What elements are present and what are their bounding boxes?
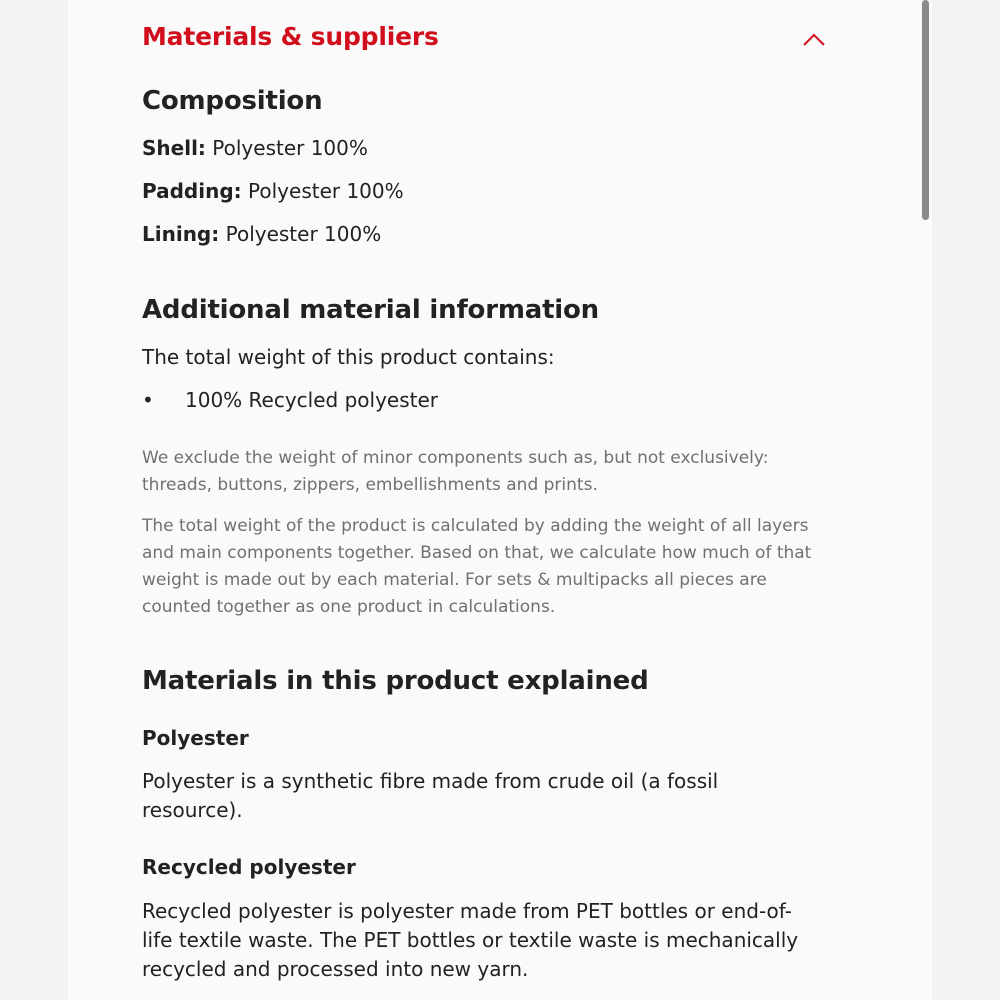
additional-info-heading: Additional material information xyxy=(142,295,599,325)
composition-value: Polyester 100% xyxy=(248,179,404,203)
bullet-icon: • xyxy=(142,388,154,412)
composition-label: Padding: xyxy=(142,179,242,203)
composition-heading: Composition xyxy=(142,86,323,116)
composition-value: Polyester 100% xyxy=(225,222,382,246)
composition-value: Polyester 100% xyxy=(212,136,368,160)
weight-calculation-note: The total weight of the product is calculated by adding the weight of all layers and main components together. Based on that, we calculate how much of that weight is made out by each material. For sets & multipacks all pieces are counted together as one product in calculations. xyxy=(142,516,812,617)
composition-row-padding xyxy=(142,179,404,203)
materials-suppliers-accordion-header[interactable] xyxy=(142,22,832,62)
chevron-up-icon[interactable] xyxy=(802,28,826,52)
composition-label: Shell: xyxy=(142,136,206,160)
material-name-polyester: Polyester xyxy=(142,726,249,750)
bullet-text: 100% Recycled polyester xyxy=(185,388,438,412)
additional-info-intro: The total weight of this product contains: xyxy=(142,345,555,369)
scrollbar-thumb[interactable] xyxy=(922,0,929,220)
material-description-polyester: Polyester is a synthetic fibre made from crude oil (a fossil resource). xyxy=(142,769,719,822)
material-name-recycled-polyester: Recycled polyester xyxy=(142,855,356,879)
composition-row-shell xyxy=(142,136,368,160)
materials-explained-heading: Materials in this product explained xyxy=(142,666,649,696)
composition-row-lining xyxy=(142,222,381,246)
composition-label: Lining: xyxy=(142,222,220,246)
accordion-title: Materials & suppliers xyxy=(142,22,439,51)
material-description-recycled-polyester: Recycled polyester is polyester made from PET bottles or end-of-life textile waste. The PET bottles or textile waste is mechanically recycled and processed into new yarn. xyxy=(142,899,799,981)
product-details-panel xyxy=(68,0,932,1000)
exclusion-note: We exclude the weight of minor components such as, but not exclusively: threads, buttons, zippers, embellishments and prints. xyxy=(142,448,769,495)
